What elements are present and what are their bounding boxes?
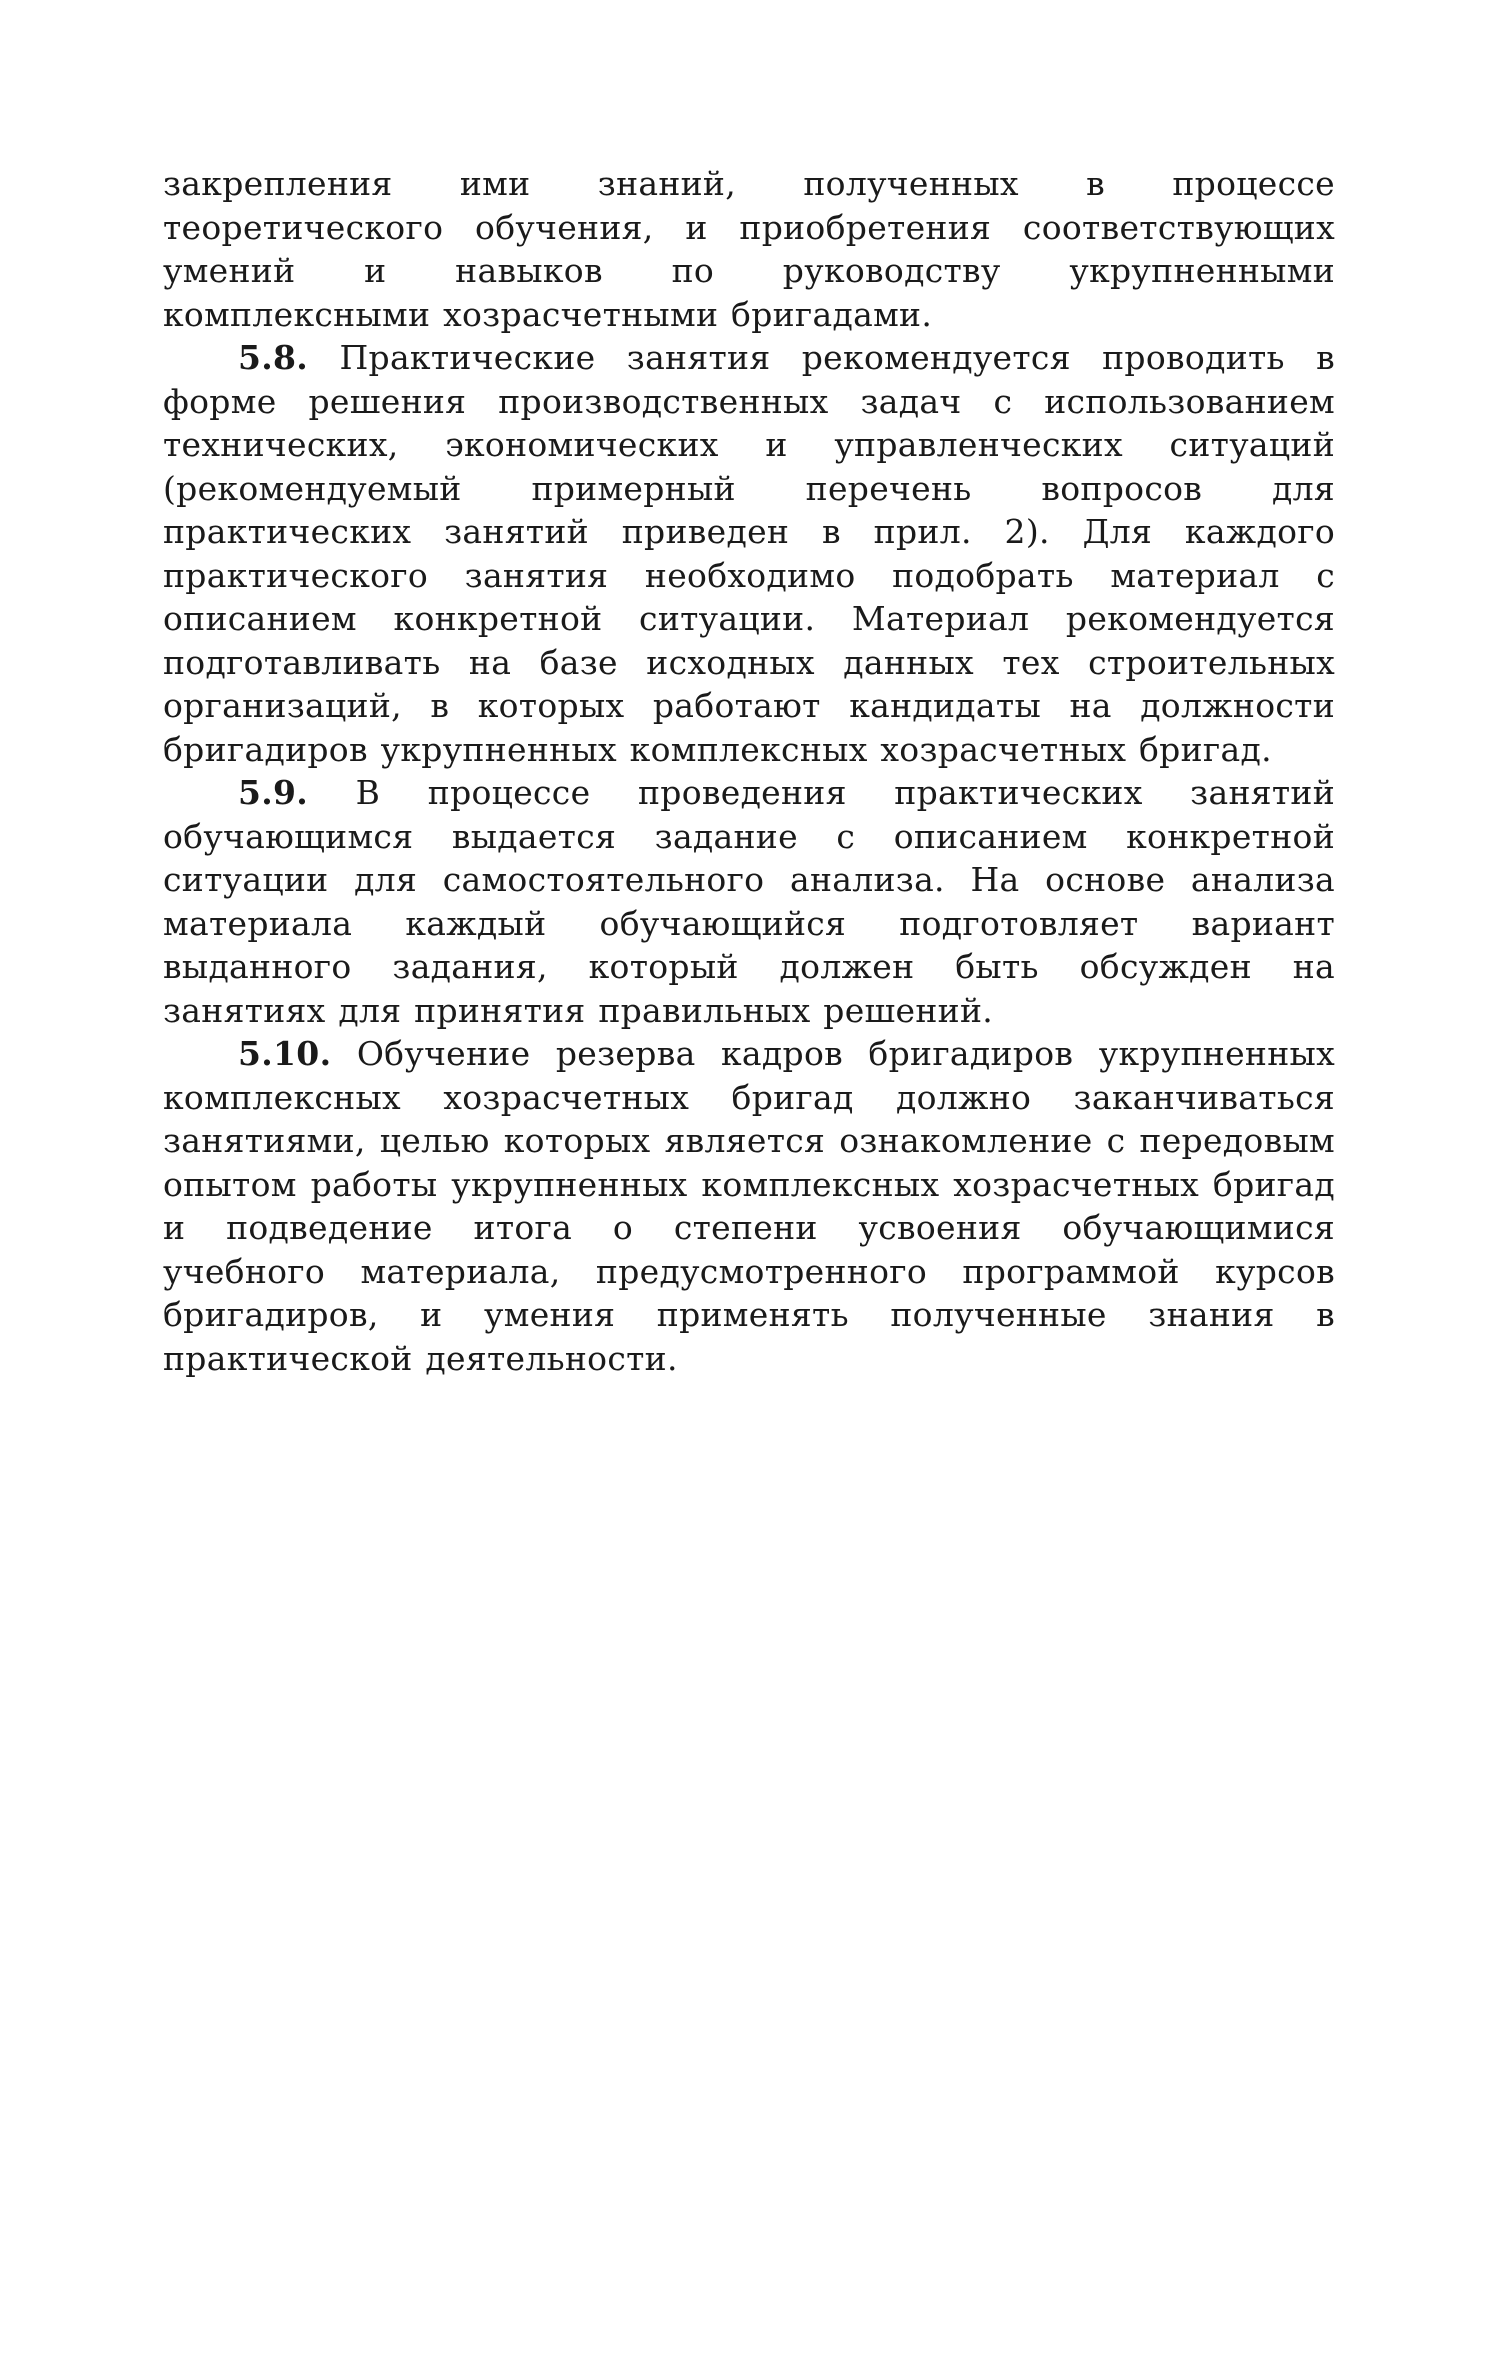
paragraph-continuation (163, 162, 1335, 336)
paragraph-number: 5.8. (238, 338, 309, 377)
paragraph-text: Обучение резерва кадров бригадиров укрупненных комплексных хозрасчетных бригад должно заканчиваться занятиями, целью которых является ознакомление с передовым опытом работы укрупненных комплексных хозрасчетных бригад и подведение итога о степени усвоения обучающимися учебного материала, предусмотренного программой курсов бригадиров, и умения применять полученные знания в практической деятельности. (163, 1034, 1335, 1378)
paragraph-5-9 (163, 771, 1335, 1032)
paragraph-5-8 (163, 336, 1335, 771)
paragraph-number: 5.10. (238, 1034, 332, 1073)
paragraph-5-10 (163, 1032, 1335, 1380)
paragraph-number: 5.9. (238, 773, 309, 812)
paragraph-text: В процессе проведения практических занятий обучающимся выдается задание с описанием конкретной ситуации для самостоятельного анализа. На основе анализа материала каждый обучающийся подготовляет вариант выданного задания, который должен быть обсужден на занятиях для принятия правильных решений. (163, 773, 1335, 1030)
paragraph-text: Практические занятия рекомендуется проводить в форме решения производственных задач с использованием технических, экономических и управленческих ситуаций (рекомендуемый примерный перечень вопросов для практических занятий приведен в прил. 2). Для каждого практического занятия необходимо подобрать материал с описанием конкретной ситуации. Материал рекомендуется подготавливать на базе исходных данных тех строительных организаций, в которых работают кандидаты на должности бригадиров укрупненных комплексных хозрасчетных бригад. (163, 338, 1336, 769)
body-text (163, 162, 1335, 1380)
paragraph-text: закрепления ими знаний, полученных в процессе теоретического обучения, и приобретения соответствующих умений и навыков по руководству укрупненными комплексными хозрасчетными бригадами. (163, 164, 1335, 334)
